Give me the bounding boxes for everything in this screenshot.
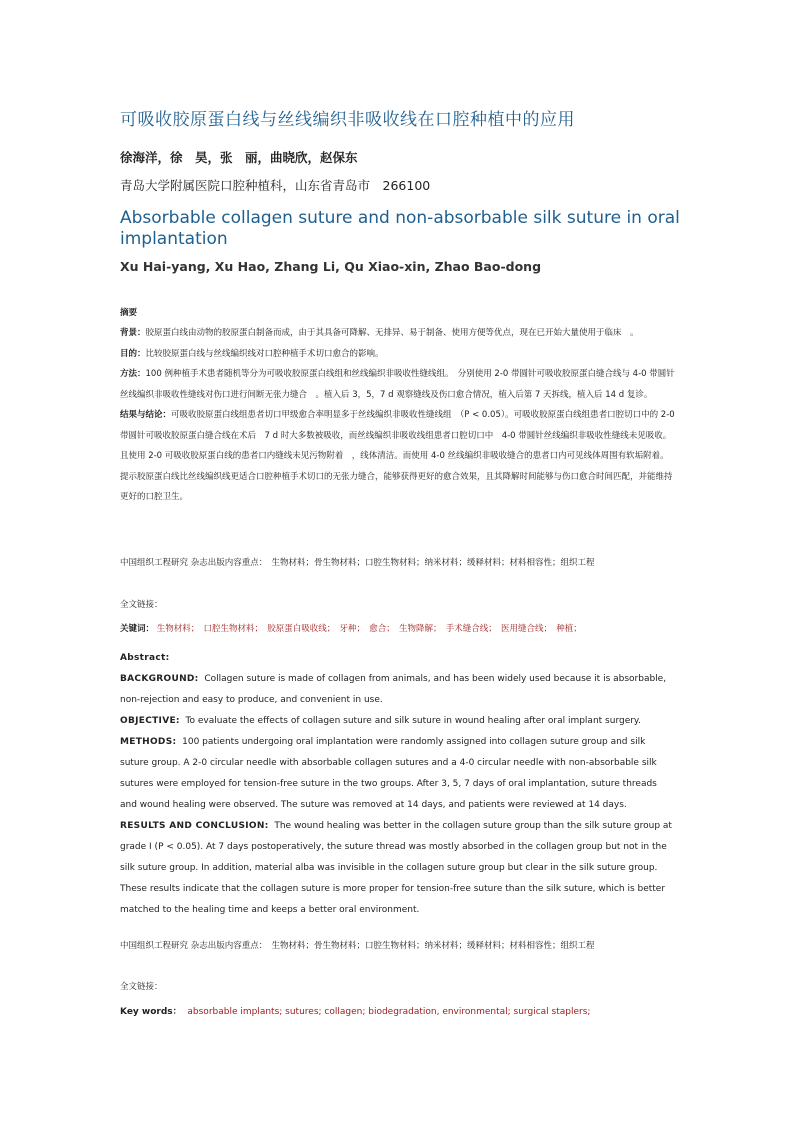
- cn-background-label: 背景：: [120, 328, 146, 338]
- english-authors: Xu Hai-yang, Xu Hao, Zhang Li, Qu Xiao-xin, Zhao Bao-dong: [120, 259, 542, 274]
- en-keywords: [120, 1004, 590, 1017]
- cn-keywords-label: 关键词：: [120, 624, 155, 634]
- en-objective-label: OBJECTIVE:: [120, 716, 180, 726]
- english-title: Absorbable collagen suture and non-absorbable silk suture in oral implantation: [120, 208, 680, 249]
- en-results-label: RESULTS AND CONCLUSION:: [120, 821, 269, 831]
- en-results-text: The wound healing was better in the collagen suture group than the silk suture group at grade I (P < 0.05). At 7 days postoperatively, the suture thread was mostly absorbed in the collagen group but not in the silk suture group. In addition, material alba was invisible in the collagen suture group but clear in the silk suture group. These results indicate that the collagen suture is more proper for tension-free suture than the silk suture, which is better matched to the healing time and keeps a better oral environment.: [120, 821, 672, 915]
- en-background: [120, 669, 676, 711]
- cn-background-text: 胶原蛋白线由动物的胶原蛋白制备而成，由于其具备可降解、无排异、易于制备、使用方便等优点，现在已开始大量使用于临床 。: [145, 328, 639, 338]
- en-results: [120, 816, 676, 921]
- cn-objective-label: 目的：: [120, 348, 146, 359]
- cn-methods-label: 方法：: [120, 369, 146, 379]
- cn-objective: [120, 344, 676, 365]
- chinese-abstract: [120, 323, 676, 508]
- cn-keywords: [120, 622, 582, 634]
- en-keywords-list[interactable]: absorbable implants; sutures; collagen; biodegradation, environmental; surgical staplers;: [187, 1007, 591, 1017]
- english-abstract: [120, 648, 676, 921]
- cn-objective-text: 比较胶原蛋白线与丝线编织线对口腔种植手术切口愈合的影响。: [145, 348, 384, 359]
- chinese-title: 可吸收胶原蛋白线与丝线编织非吸收线在口腔种植中的应用: [120, 110, 575, 130]
- en-methods-text: 100 patients undergoing oral implantation were randomly assigned into collagen suture group and silk suture group. A 2-0 circular needle with absorbable collagen sutures and a 4-0 circular needle with non-absorbable silk sutures were employed for tension-free suture in the two groups. After 3, 5, 7 days of oral implantation, suture threads and wound healing were observed. The suture was removed at 14 days, and patients were reviewed at 14 days.: [120, 737, 657, 810]
- chinese-affiliation: 青岛大学附属医院口腔种植科，山东省青岛市 266100: [120, 178, 431, 193]
- fulltext-link-1[interactable]: 全文链接：: [120, 600, 163, 610]
- chinese-abstract-label: 摘要: [120, 308, 138, 318]
- en-keywords-label: Key words：: [120, 1007, 182, 1017]
- en-objective: [120, 711, 676, 732]
- cn-results: [120, 405, 676, 508]
- fulltext-link-2[interactable]: 全文链接：: [120, 982, 163, 992]
- en-background-text: Collagen suture is made of collagen from animals, and has been widely used because it is absorbable, non-rejection and easy to produce, and convenient in use.: [120, 674, 667, 705]
- cn-results-label: 结果与结论：: [120, 410, 172, 420]
- en-background-label: BACKGROUND:: [120, 674, 199, 684]
- en-methods-label: METHODS:: [120, 737, 177, 747]
- en-methods: [120, 732, 676, 816]
- cn-topics-line-2: 中国组织工程研究 杂志出版内容重点： 生物材料；骨生物材料；口腔生物材料；纳米材料；缓释材料；材料相容性；组织工程: [120, 941, 595, 951]
- en-abstract-label: Abstract:: [120, 653, 170, 663]
- cn-methods: [120, 364, 676, 405]
- cn-results-text: 可吸收胶原蛋白线组患者切口甲级愈合率明显多于丝线编织非吸收性缝线组 （P < 0.05）。可吸收胶原蛋白线组患者口腔切口中的 2-0 带圆针可吸收胶原蛋白缝合线在术后 7 d 时大多数被吸收，而丝线编织非吸收线组患者口腔切口中 4-0 带圆针丝线编织非吸收性缝线未见吸收。且使用 2-0 可吸收胶原蛋白线的患者口内缝线未见污物附着 ，线体清洁。而使用 4-0 丝线编织非吸收缝合的患者口内可见线体周围有软垢附着。提示胶原蛋白线比丝线编织线更适合口腔种植手术切口的无张力缝合，能够获得更好的愈合效果，且其降解时间能够与伤口愈合时间匹配，并能维持更好的口腔卫生。: [120, 410, 675, 502]
- cn-methods-text: 100 例种植手术患者随机等分为可吸收胶原蛋白线组和丝线编织非吸收性缝线组。 分别使用 2-0 带圆针可吸收胶原蛋白缝合线与 4-0 带圆针丝线编织非吸收性缝线对伤口进行间断无张力缝合 。植入后 3，5，7 d 观察缝线及伤口愈合情况，植入后第 7 天拆线，植入后 14 d 复诊。: [120, 369, 675, 400]
- en-objective-text: To evaluate the effects of collagen suture and silk suture in wound healing after oral implant surgery.: [185, 716, 641, 726]
- cn-background: [120, 323, 676, 344]
- cn-topics-line-1: 中国组织工程研究 杂志出版内容重点： 生物材料；骨生物材料；口腔生物材料；纳米材料；缓释材料；材料相容性；组织工程: [120, 558, 595, 568]
- cn-keywords-list[interactable]: 生物材料； 口腔生物材料； 胶原蛋白吸收线； 牙种； 愈合； 生物降解； 手术缝合线； 医用缝合线； 种植；: [156, 624, 582, 634]
- chinese-authors: 徐海洋，徐 昊，张 丽，曲晓欣，赵保东: [120, 150, 358, 165]
